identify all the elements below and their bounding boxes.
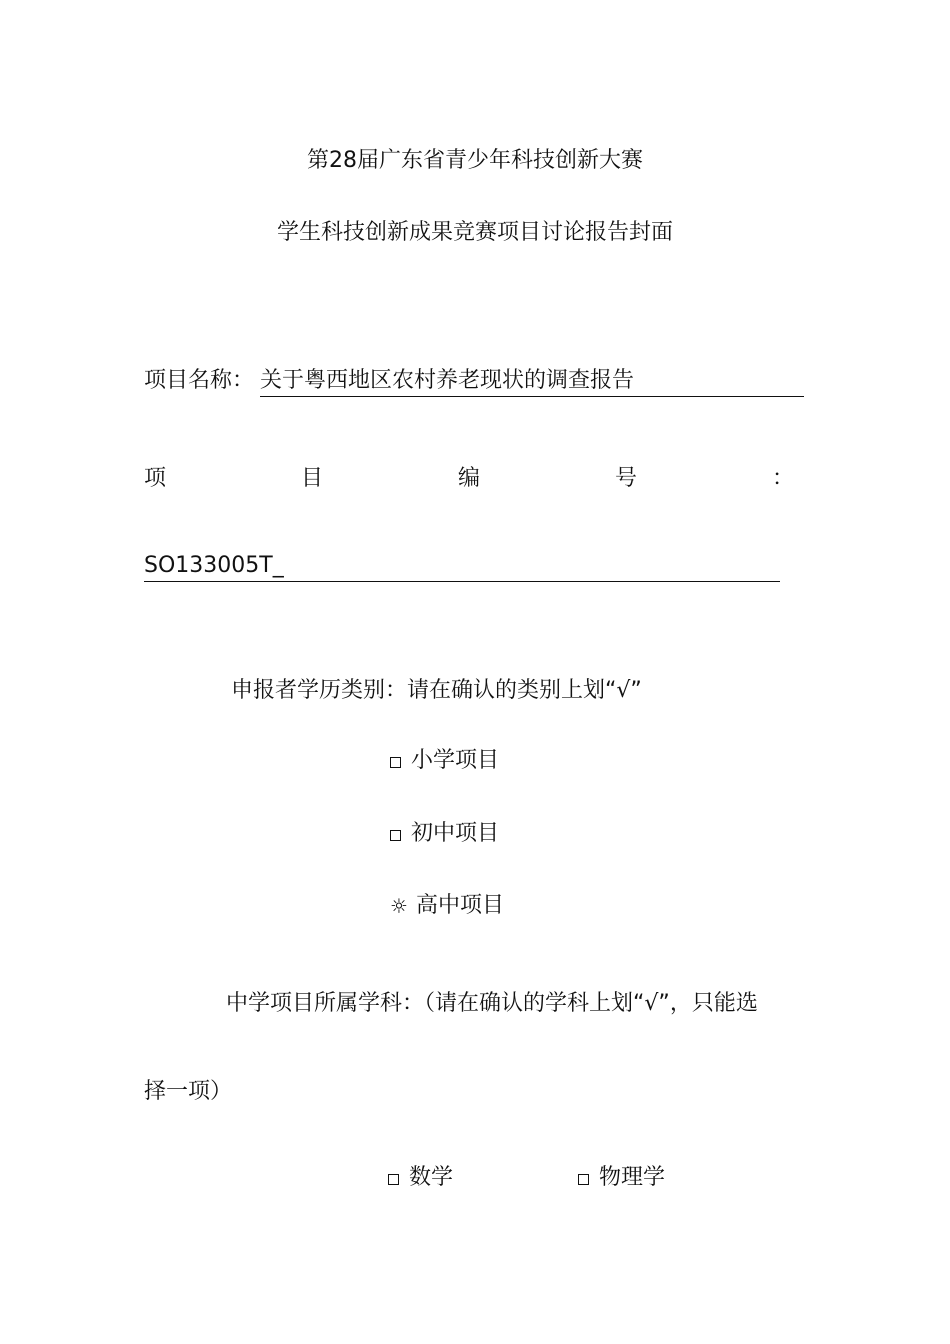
checkbox-empty-icon[interactable]	[390, 830, 401, 841]
project-name-field[interactable]: 关于粤西地区农村养老现状的调查报告	[260, 366, 804, 397]
subject-instruction-line-1: 中学项目所属学科：（请在确认的学科上划“√”，只能选	[226, 991, 758, 1016]
subject-option-math[interactable]	[388, 1163, 453, 1193]
checkbox-empty-icon[interactable]	[578, 1174, 589, 1185]
subject-instruction-line-2: 择一项）	[144, 1079, 233, 1104]
option-senior-high[interactable]	[390, 891, 504, 921]
project-name-label: 项目名称：	[144, 368, 255, 393]
subject-label: 数学	[409, 1165, 454, 1190]
project-name-row	[144, 366, 804, 396]
project-number-label-char: 项	[144, 466, 167, 491]
option-label: 高中项目	[416, 893, 505, 918]
cover-title-line-2: 学生科技创新成果竞赛项目讨论报告封面	[276, 220, 673, 245]
project-number-label	[144, 464, 794, 494]
project-number-label-char: ：	[771, 466, 794, 491]
subject-label: 物理学	[599, 1165, 666, 1190]
subject-option-physics[interactable]	[578, 1163, 665, 1193]
education-category-instruction: 申报者学历类别：请在确认的类别上划“√”	[231, 678, 642, 703]
checkbox-empty-icon[interactable]	[390, 757, 401, 768]
option-primary-school[interactable]	[390, 746, 499, 776]
cover-title-line-1: 第28届广东省青少年科技创新大赛	[307, 148, 643, 173]
option-label: 小学项目	[411, 748, 500, 773]
checkbox-empty-icon[interactable]	[388, 1174, 399, 1185]
option-junior-high[interactable]	[390, 819, 499, 849]
project-number-label-char: 编	[457, 466, 480, 491]
project-number-label-char: 目	[300, 466, 323, 491]
option-label: 初中项目	[411, 821, 500, 846]
project-number-field[interactable]: SO133005T_	[144, 551, 780, 582]
project-number-label-char: 号	[614, 466, 637, 491]
sun-symbol-icon[interactable]: ☼	[390, 894, 408, 918]
